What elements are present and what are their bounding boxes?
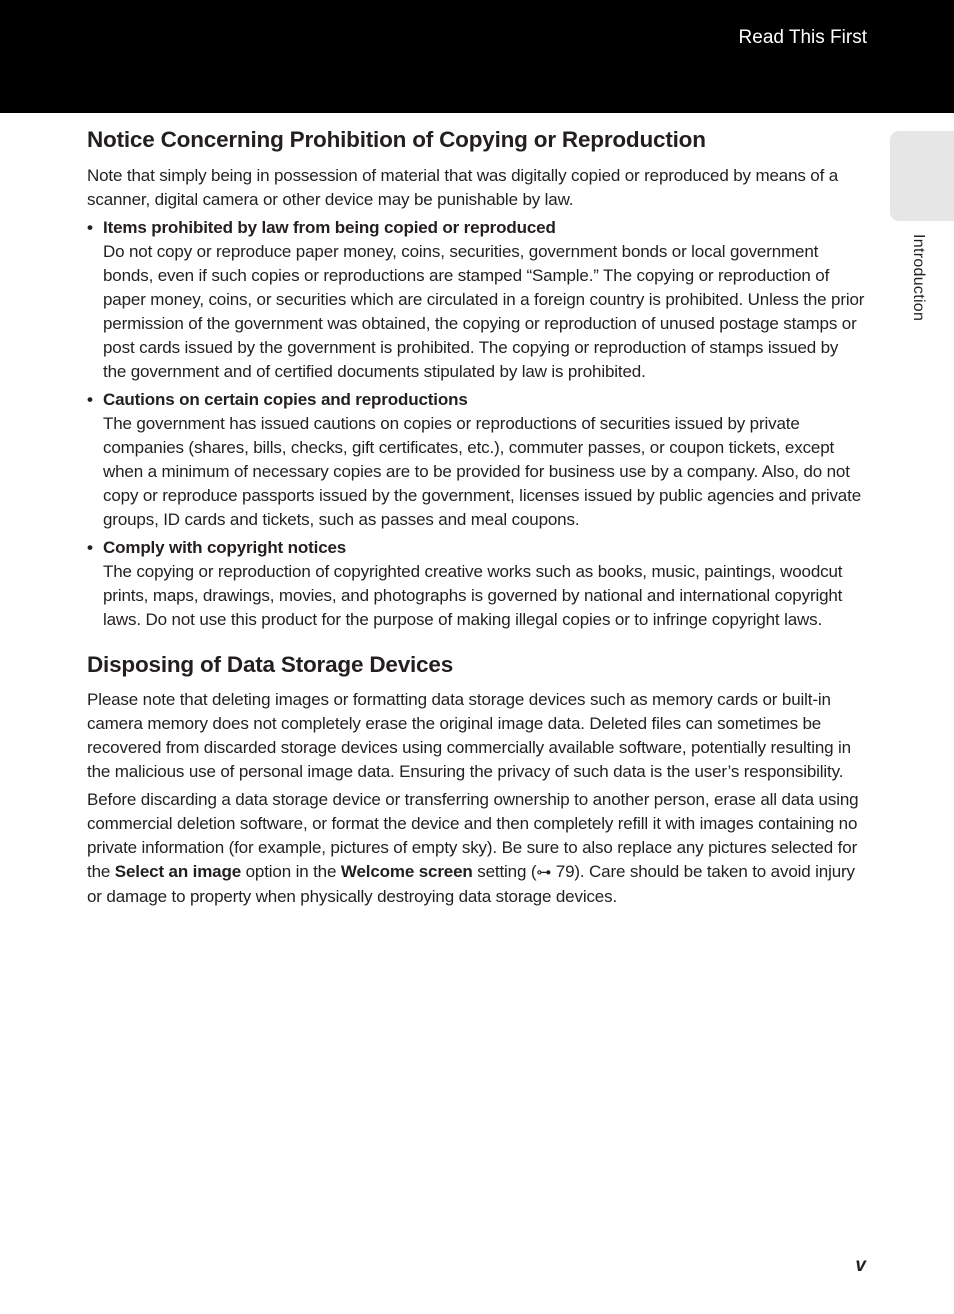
bullet: • (87, 538, 93, 557)
list-item-title: Comply with copyright notices (103, 538, 347, 557)
header-bar (0, 0, 954, 113)
para2-text-3: setting ( (472, 862, 537, 881)
list-item-body: Do not copy or reproduce paper money, coins, securities, government bonds or local government bonds, even if such copies or reproductions are stamped “Sample.” The copying or reproduction of paper money, coins, or securities which are circulated in a foreign country is prohibited. Unless the prior permission of the government was obtained, the copying or reproduction of unused postage stamps or post cards issued by the government is prohibited. The copying or reproduction of stamps issued by the government and of certified documents stipulated by law is prohibited. (103, 242, 865, 381)
disposing-paragraph-2 (87, 788, 865, 909)
section-title: Read This First (738, 27, 867, 48)
notice-heading: Notice Concerning Prohibition of Copying or Reproduction (87, 127, 706, 152)
reference-icon: ⊶ (536, 864, 552, 881)
para2-text-1: Before discarding a data storage device or transferring ownership to another person, erase all data using commercial deletion software, or format the device and then completely refill it with images containing no private information (for example, pictures of empty sky). Be sure to also replace any pictures selected for the (87, 790, 859, 881)
notice-intro: Note that simply being in possession of material that was digitally copied or reproduced by means of a scanner, digital camera or other device may be punishable by law. (87, 166, 839, 209)
disposing-paragraph-1: Please note that deleting images or formatting data storage devices such as memory cards or built-in camera memory does not completely erase the original image data. Deleted files can sometimes be recovered from discarded storage devices using commercially available software, potentially resulting in the malicious use of personal image data. Ensuring the privacy of such data is the user’s responsibility. (87, 690, 851, 781)
list-item-title: Items prohibited by law from being copied or reproduced (103, 218, 556, 237)
page-number: v (855, 1255, 866, 1276)
para2-text-2: option in the (241, 862, 341, 881)
list-item (87, 536, 865, 632)
side-tab-label: Introduction (910, 234, 927, 322)
list-item (87, 388, 865, 532)
bullet: • (87, 218, 93, 237)
bullet: • (87, 390, 93, 409)
list-item-body: The copying or reproduction of copyrighted creative works such as books, music, paintings, woodcut prints, maps, drawings, movies, and photographs is governed by national and international copyright laws. Do not use this product for the purpose of making illegal copies or to infringe copyright laws. (103, 562, 843, 629)
page-content (87, 124, 865, 913)
welcome-screen-setting: Welcome screen (340, 862, 473, 881)
list-item-title: Cautions on certain copies and reproductions (103, 390, 468, 409)
disposing-heading: Disposing of Data Storage Devices (87, 652, 454, 677)
list-item (87, 216, 865, 384)
select-an-image-option: Select an image (114, 862, 242, 881)
side-tab (890, 131, 954, 221)
reference-page: 79 (551, 862, 575, 881)
para2-text-4: ). Care should be taken to avoid injury or damage to property when physically destroying data storage devices. (87, 862, 855, 906)
list-item-body: The government has issued cautions on copies or reproductions of securities issued by private companies (shares, bills, checks, gift certificates, etc.), commuter passes, or coupon tickets, except when a minimum of necessary copies are to be provided for business use by a company. Also, do not copy or reproduce passports issued by the government, licenses issued by public agencies and private groups, ID cards and tickets, such as passes and meal coupons. (103, 414, 861, 529)
